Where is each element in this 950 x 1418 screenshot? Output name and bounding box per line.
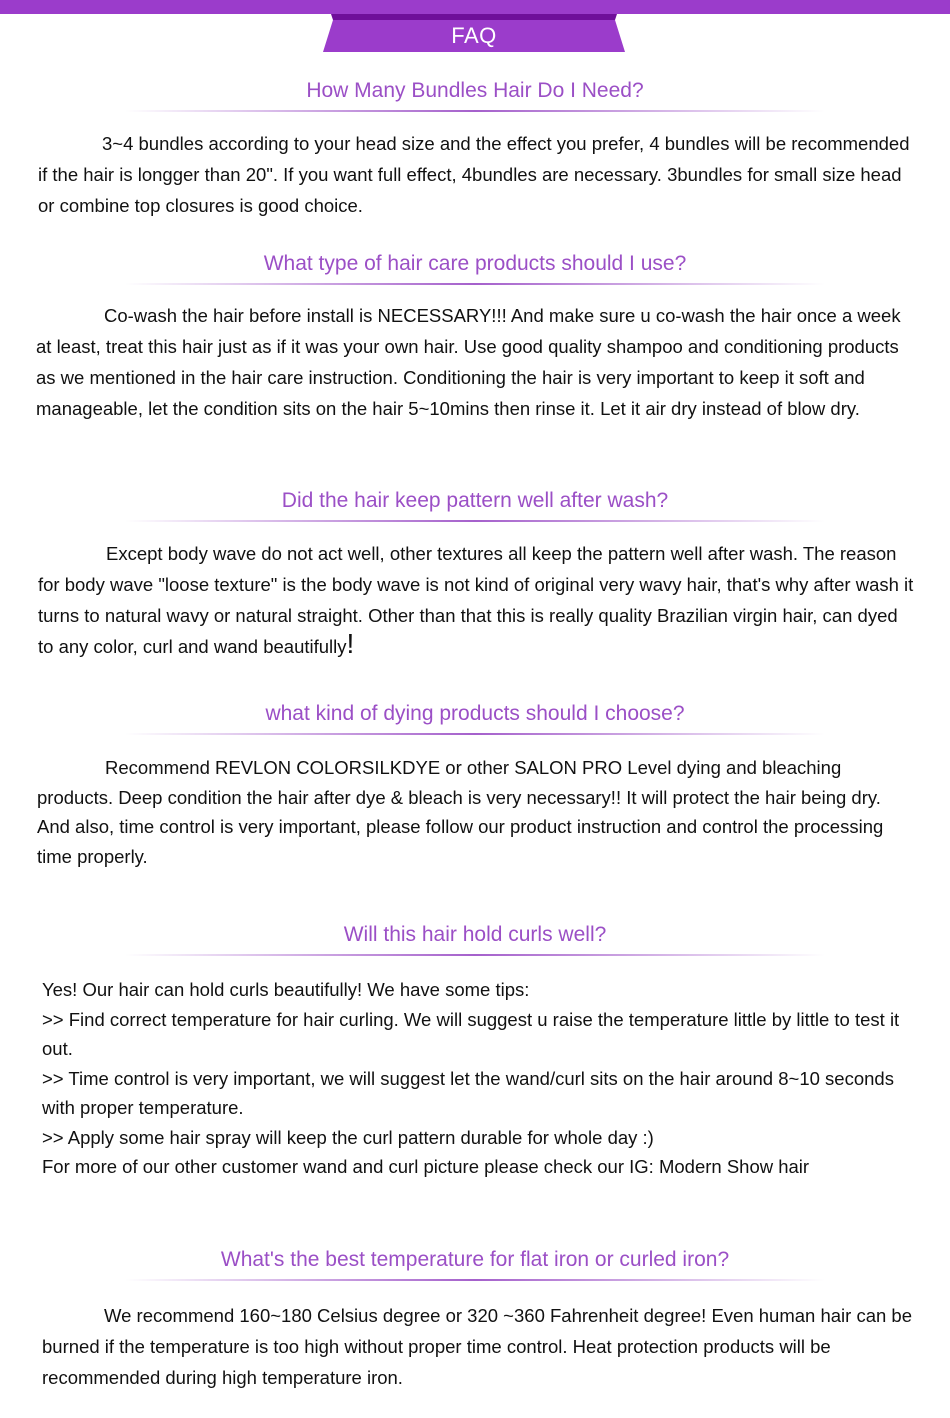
divider bbox=[125, 733, 825, 735]
divider bbox=[125, 954, 825, 956]
tip-line: Yes! Our hair can hold curls beautifully! We have some tips: bbox=[42, 979, 530, 1000]
divider bbox=[125, 520, 825, 522]
tips-list bbox=[42, 975, 912, 1182]
faq-item bbox=[0, 488, 950, 522]
answer-text: Co-wash the hair before install is NECESSARY!!! And make sure u co-wash the hair once a week at least, treat this hair just as if it was your own hair. Use good quality shampoo and conditioning products as we mentioned in the hair care instruction. Conditioning the hair is very important to keep it soft and manageable, let the condition sits on the hair 5~10mins then rinse it. Let it air dry instead of blow dry. bbox=[36, 305, 901, 419]
question-title: what kind of dying products should I choose? bbox=[265, 702, 685, 725]
banner-title: FAQ bbox=[451, 23, 497, 48]
faq-item bbox=[0, 251, 950, 285]
question-title: What's the best temperature for flat iron or curled iron? bbox=[220, 1248, 730, 1271]
faq-item bbox=[0, 922, 950, 956]
tip-line: For more of our other customer wand and curl picture please check our IG: Modern Show hair bbox=[42, 1156, 810, 1177]
question-title: How Many Bundles Hair Do I Need? bbox=[306, 79, 644, 102]
divider bbox=[125, 283, 825, 285]
answer-text: We recommend 160~180 Celsius degree or 320 ~360 Fahrenheit degree! Even human hair can be burned if the temperature is too high without proper time control. Heat protection products will be recommended during high temperature iron. bbox=[42, 1305, 913, 1388]
answer-text: 3~4 bundles according to your head size and the effect you prefer, 4 bundles will be recommended if the hair is longger than 20". If you want full effect, 4bundles are necessary. 3bundles for small size head or combine top closures is good choice. bbox=[38, 133, 910, 216]
answer-text: Except body wave do not act well, other textures all keep the pattern well after wash. The reason for body wave "loose texture" is the body wave is not kind of original very wavy hair, that's why after wash it turns to natural wavy or natural straight. Other than that this is really quality Brazilian virgin hair, can dyed to any color, curl and wand beautifully! bbox=[38, 543, 914, 659]
divider bbox=[125, 1279, 825, 1281]
faq-item bbox=[0, 1247, 950, 1281]
top-bar bbox=[0, 0, 950, 14]
tip-line: >> Apply some hair spray will keep the curl pattern durable for whole day :) bbox=[42, 1126, 654, 1148]
faq-banner bbox=[323, 14, 625, 53]
faq-item bbox=[0, 701, 950, 735]
question-title: What type of hair care products should I use? bbox=[263, 252, 687, 275]
answer-text: Recommend REVLON COLORSILKDYE or other SALON PRO Level dying and bleaching products. Deep condition the hair after dye & bleach is very necessary!! It will protect the hair being dry. And also, time control is very important, please follow our product instruction and control the processing time properly. bbox=[37, 757, 884, 867]
tip-line: >> Find correct temperature for hair curling. We will suggest u raise the temperature little by little to test it out. bbox=[42, 1008, 900, 1059]
tip-line: >> Time control is very important, we will suggest let the wand/curl sits on the hair around 8~10 seconds with proper temperature. bbox=[42, 1067, 894, 1118]
divider bbox=[125, 110, 825, 112]
faq-item bbox=[0, 78, 950, 112]
question-title: Did the hair keep pattern well after wash? bbox=[281, 489, 669, 512]
question-title: Will this hair hold curls well? bbox=[343, 923, 607, 946]
